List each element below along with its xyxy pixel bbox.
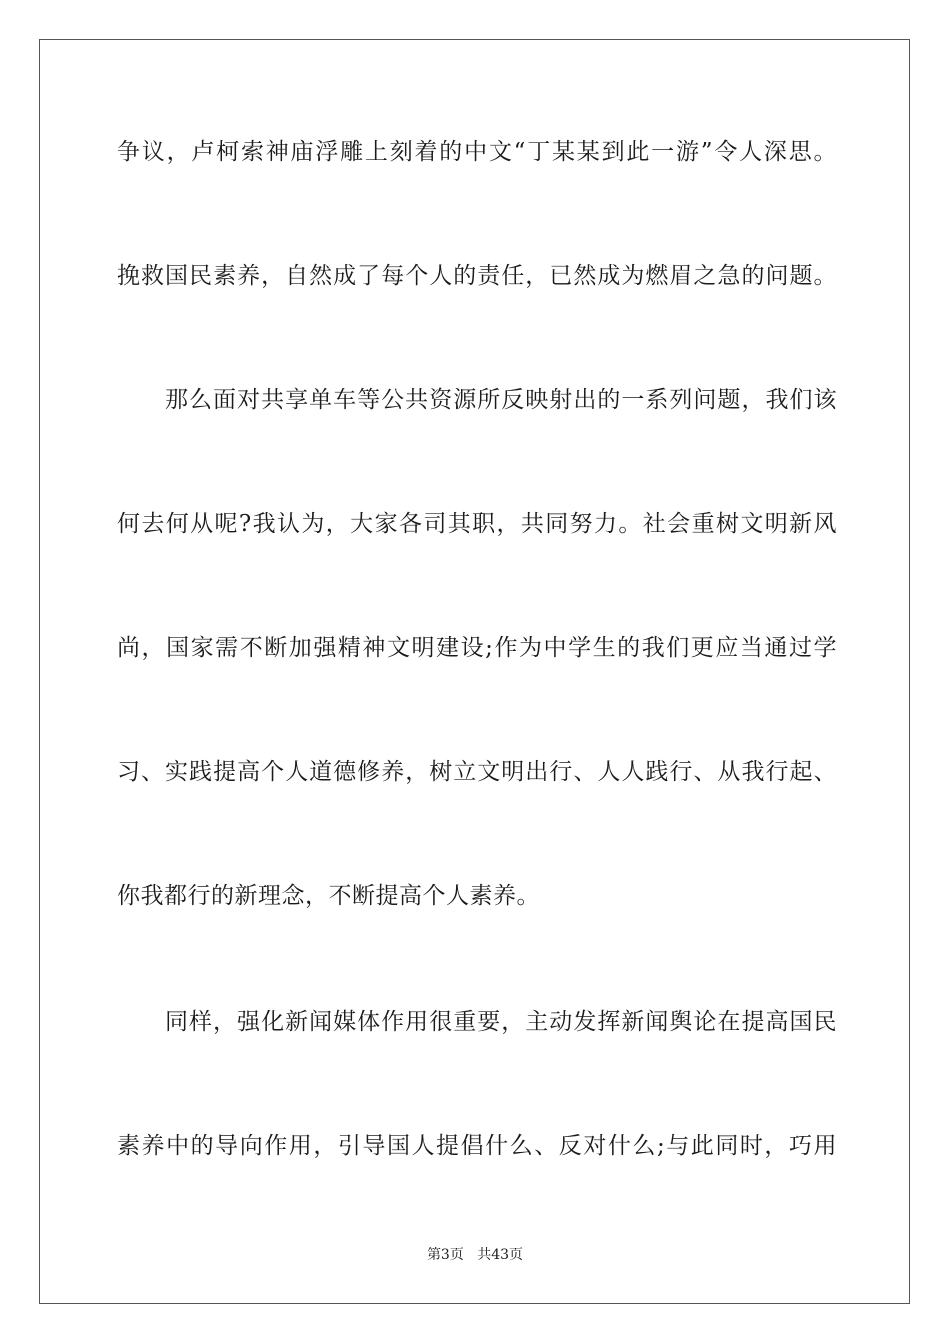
text-line-9: 素养中的导向作用，引导国人提倡什么、反对什么;与此同时，巧用 bbox=[117, 1133, 837, 1159]
text-line-5: 尚，国家需不断加强精神文明建设;作为中学生的我们更应当通过学 bbox=[117, 635, 837, 661]
page-border bbox=[39, 39, 910, 1304]
text-line-4: 何去何从呢?我认为，大家各司其职，共同努力。社会重树文明新风 bbox=[117, 511, 837, 537]
text-line-6: 习、实践提高个人道德修养，树立文明出行、人人践行、从我行起、 bbox=[117, 759, 837, 785]
page-total: 共43页 bbox=[477, 1247, 524, 1263]
page-number: 第3页 bbox=[426, 1247, 464, 1263]
page-footer bbox=[0, 1246, 950, 1264]
text-line-2: 挽救国民素养，自然成了每个人的责任，已然成为燃眉之急的问题。 bbox=[117, 263, 837, 289]
paragraph-start-line: 那么面对共享单车等公共资源所反映射出的一系列问题，我们该 bbox=[165, 387, 837, 413]
paragraph-start-line: 同样，强化新闻媒体作用很重要，主动发挥新闻舆论在提高国民 bbox=[165, 1009, 837, 1035]
text-line-7: 你我都行的新理念，不断提高个人素养。 bbox=[117, 883, 540, 909]
text-line-1: 争议，卢柯索神庙浮雕上刻着的中文“丁某某到此一游”令人深思。 bbox=[117, 139, 837, 165]
